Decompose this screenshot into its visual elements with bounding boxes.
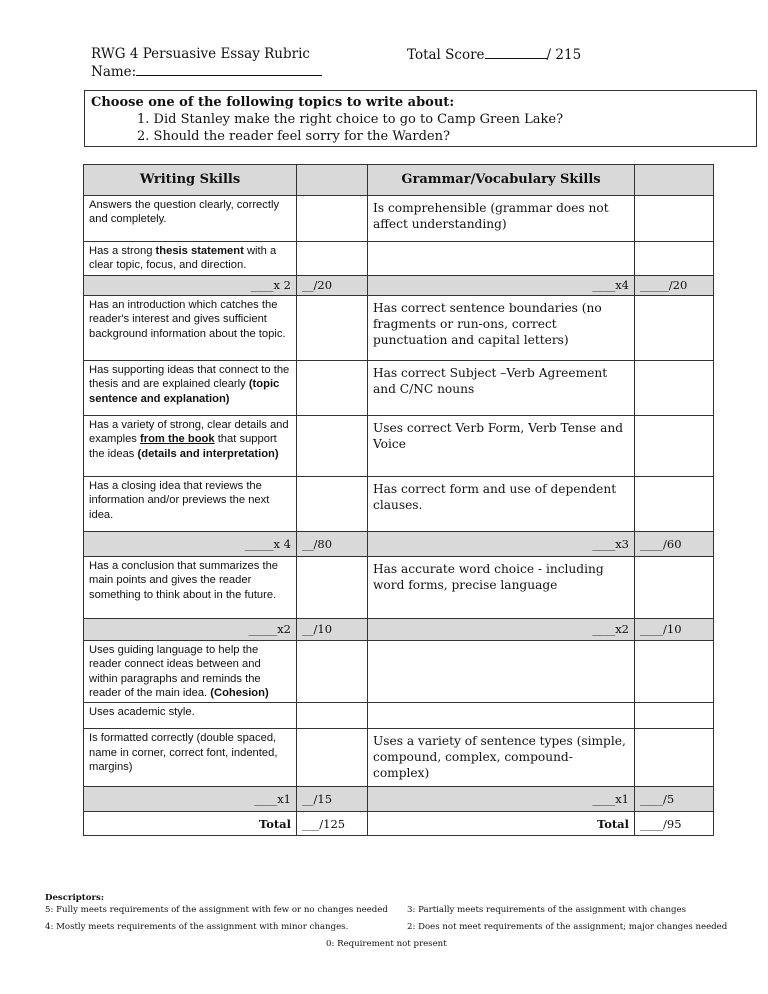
topic-item: 2. Should the reader feel sorry for the Warden?: [137, 129, 450, 144]
multiplier[interactable]: ____x 2: [84, 275, 297, 295]
subtotal-row: [84, 618, 714, 640]
criterion-grammar: Has correct Subject –Verb Agreement and C/NC nouns: [368, 360, 635, 415]
criterion-writing: Has a strong thesis statement with a clear topic, focus, and direction.: [84, 242, 297, 276]
criterion-writing: Has a conclusion that summarizes the main points and gives the reader something to think about in the future.: [84, 556, 297, 618]
score-cell[interactable]: [635, 415, 714, 476]
criterion-writing: Has a closing idea that reviews the information and/or previews the next idea.: [84, 476, 297, 531]
score-cell[interactable]: [297, 703, 368, 729]
grammar-skills-header: Grammar/Vocabulary Skills: [368, 165, 635, 196]
table-row: [84, 556, 714, 618]
total-row: [84, 812, 714, 836]
total-grammar[interactable]: ____/95: [635, 812, 714, 836]
score-cell[interactable]: [635, 295, 714, 360]
criterion-grammar: Is comprehensible (grammar does not affect understanding): [368, 196, 635, 242]
descriptor-2: 2: Does not meet requirements of the assignment; major changes needed: [407, 922, 728, 932]
criterion-writing: Has supporting ideas that connect to the thesis and are explained clearly (topic sentence and explanation): [84, 360, 297, 415]
subtotal-row: [84, 531, 714, 556]
score-cell[interactable]: [635, 360, 714, 415]
table-row: [84, 729, 714, 787]
subtotal[interactable]: ____/60: [635, 531, 714, 556]
score-cell[interactable]: [297, 476, 368, 531]
writing-skills-header: Writing Skills: [84, 165, 297, 196]
score-cell[interactable]: [635, 729, 714, 787]
subtotal[interactable]: ____/5: [635, 787, 714, 812]
topics-prompt: Choose one of the following topics to write about:: [91, 95, 455, 110]
score-cell[interactable]: [635, 196, 714, 242]
rubric-title: RWG 4 Persuasive Essay Rubric: [91, 46, 310, 62]
descriptors-title: Descriptors:: [45, 893, 105, 903]
criterion-writing: Has an introduction which catches the reader's interest and gives sufficient background information about the topic.: [84, 295, 297, 360]
table-row: [84, 703, 714, 729]
table-row: [84, 242, 714, 276]
score-cell[interactable]: [635, 703, 714, 729]
criterion-writing: Is formatted correctly (double spaced, name in corner, correct font, indented, margins): [84, 729, 297, 787]
descriptor-4: 4: Mostly meets requirements of the assignment with minor changes.: [45, 922, 349, 932]
total-score-label: Total Score: [407, 47, 485, 63]
subtotal[interactable]: __/20: [297, 275, 368, 295]
total-score-max: / 215: [546, 47, 582, 63]
score-cell[interactable]: [297, 556, 368, 618]
score-cell[interactable]: [297, 415, 368, 476]
rubric-table: [83, 164, 714, 836]
multiplier[interactable]: _____x2: [84, 618, 297, 640]
table-row: [84, 196, 714, 242]
descriptor-5: 5: Fully meets requirements of the assignment with few or no changes needed: [45, 905, 388, 915]
multiplier[interactable]: ____x4: [368, 275, 635, 295]
score-cell[interactable]: [635, 640, 714, 703]
total-score: [407, 46, 581, 64]
total-score-blank[interactable]: [485, 46, 547, 59]
multiplier[interactable]: ____x1: [84, 787, 297, 812]
name-row: [91, 63, 322, 81]
score-cell[interactable]: [635, 242, 714, 276]
name-blank[interactable]: [136, 63, 322, 76]
multiplier[interactable]: ____x3: [368, 531, 635, 556]
topics-box: [84, 90, 757, 147]
table-row: [84, 640, 714, 703]
multiplier[interactable]: _____x 4: [84, 531, 297, 556]
score-cell[interactable]: [297, 295, 368, 360]
criterion-writing: Answers the question clearly, correctly and completely.: [84, 196, 297, 242]
total-label: Total: [368, 812, 635, 836]
criterion-grammar: Has correct sentence boundaries (no fragments or run-ons, correct punctuation and capital letters): [368, 295, 635, 360]
multiplier[interactable]: ____x2: [368, 618, 635, 640]
criterion-grammar: Uses a variety of sentence types (simple, compound, complex, compound-complex): [368, 729, 635, 787]
criterion-grammar: Has accurate word choice - including word forms, precise language: [368, 556, 635, 618]
table-row: [84, 415, 714, 476]
score-cell[interactable]: [297, 360, 368, 415]
topic-item: 1. Did Stanley make the right choice to go to Camp Green Lake?: [137, 112, 564, 127]
table-row: [84, 360, 714, 415]
criterion-grammar: Has correct form and use of dependent clauses.: [368, 476, 635, 531]
subtotal-row: [84, 275, 714, 295]
score-cell[interactable]: [635, 476, 714, 531]
subtotal[interactable]: ____/10: [635, 618, 714, 640]
score-cell[interactable]: [297, 196, 368, 242]
score-cell[interactable]: [297, 242, 368, 276]
criterion-grammar: Uses correct Verb Form, Verb Tense and Voice: [368, 415, 635, 476]
table-header-row: [84, 165, 714, 196]
table-row: [84, 295, 714, 360]
subtotal[interactable]: __/10: [297, 618, 368, 640]
criterion-writing: Uses academic style.: [84, 703, 297, 729]
table-row: [84, 476, 714, 531]
descriptor-0: 0: Requirement not present: [326, 939, 447, 949]
score-cell[interactable]: [297, 729, 368, 787]
total-label: Total: [84, 812, 297, 836]
score-cell[interactable]: [297, 640, 368, 703]
descriptor-3: 3: Partially meets requirements of the assignment with changes: [407, 905, 686, 915]
subtotal[interactable]: _____/20: [635, 275, 714, 295]
score-cell[interactable]: [635, 556, 714, 618]
subtotal[interactable]: __/80: [297, 531, 368, 556]
criterion-writing: Has a variety of strong, clear details and examples from the book that support the ideas (details and interpretation): [84, 415, 297, 476]
subtotal[interactable]: __/15: [297, 787, 368, 812]
subtotal-row: [84, 787, 714, 812]
criterion-writing: Uses guiding language to help the reader connect ideas between and within paragraphs and reminds the reader of the main idea. (Cohesion): [84, 640, 297, 703]
multiplier[interactable]: ____x1: [368, 787, 635, 812]
total-writing[interactable]: ___/125: [297, 812, 368, 836]
name-label: Name:: [91, 64, 137, 80]
